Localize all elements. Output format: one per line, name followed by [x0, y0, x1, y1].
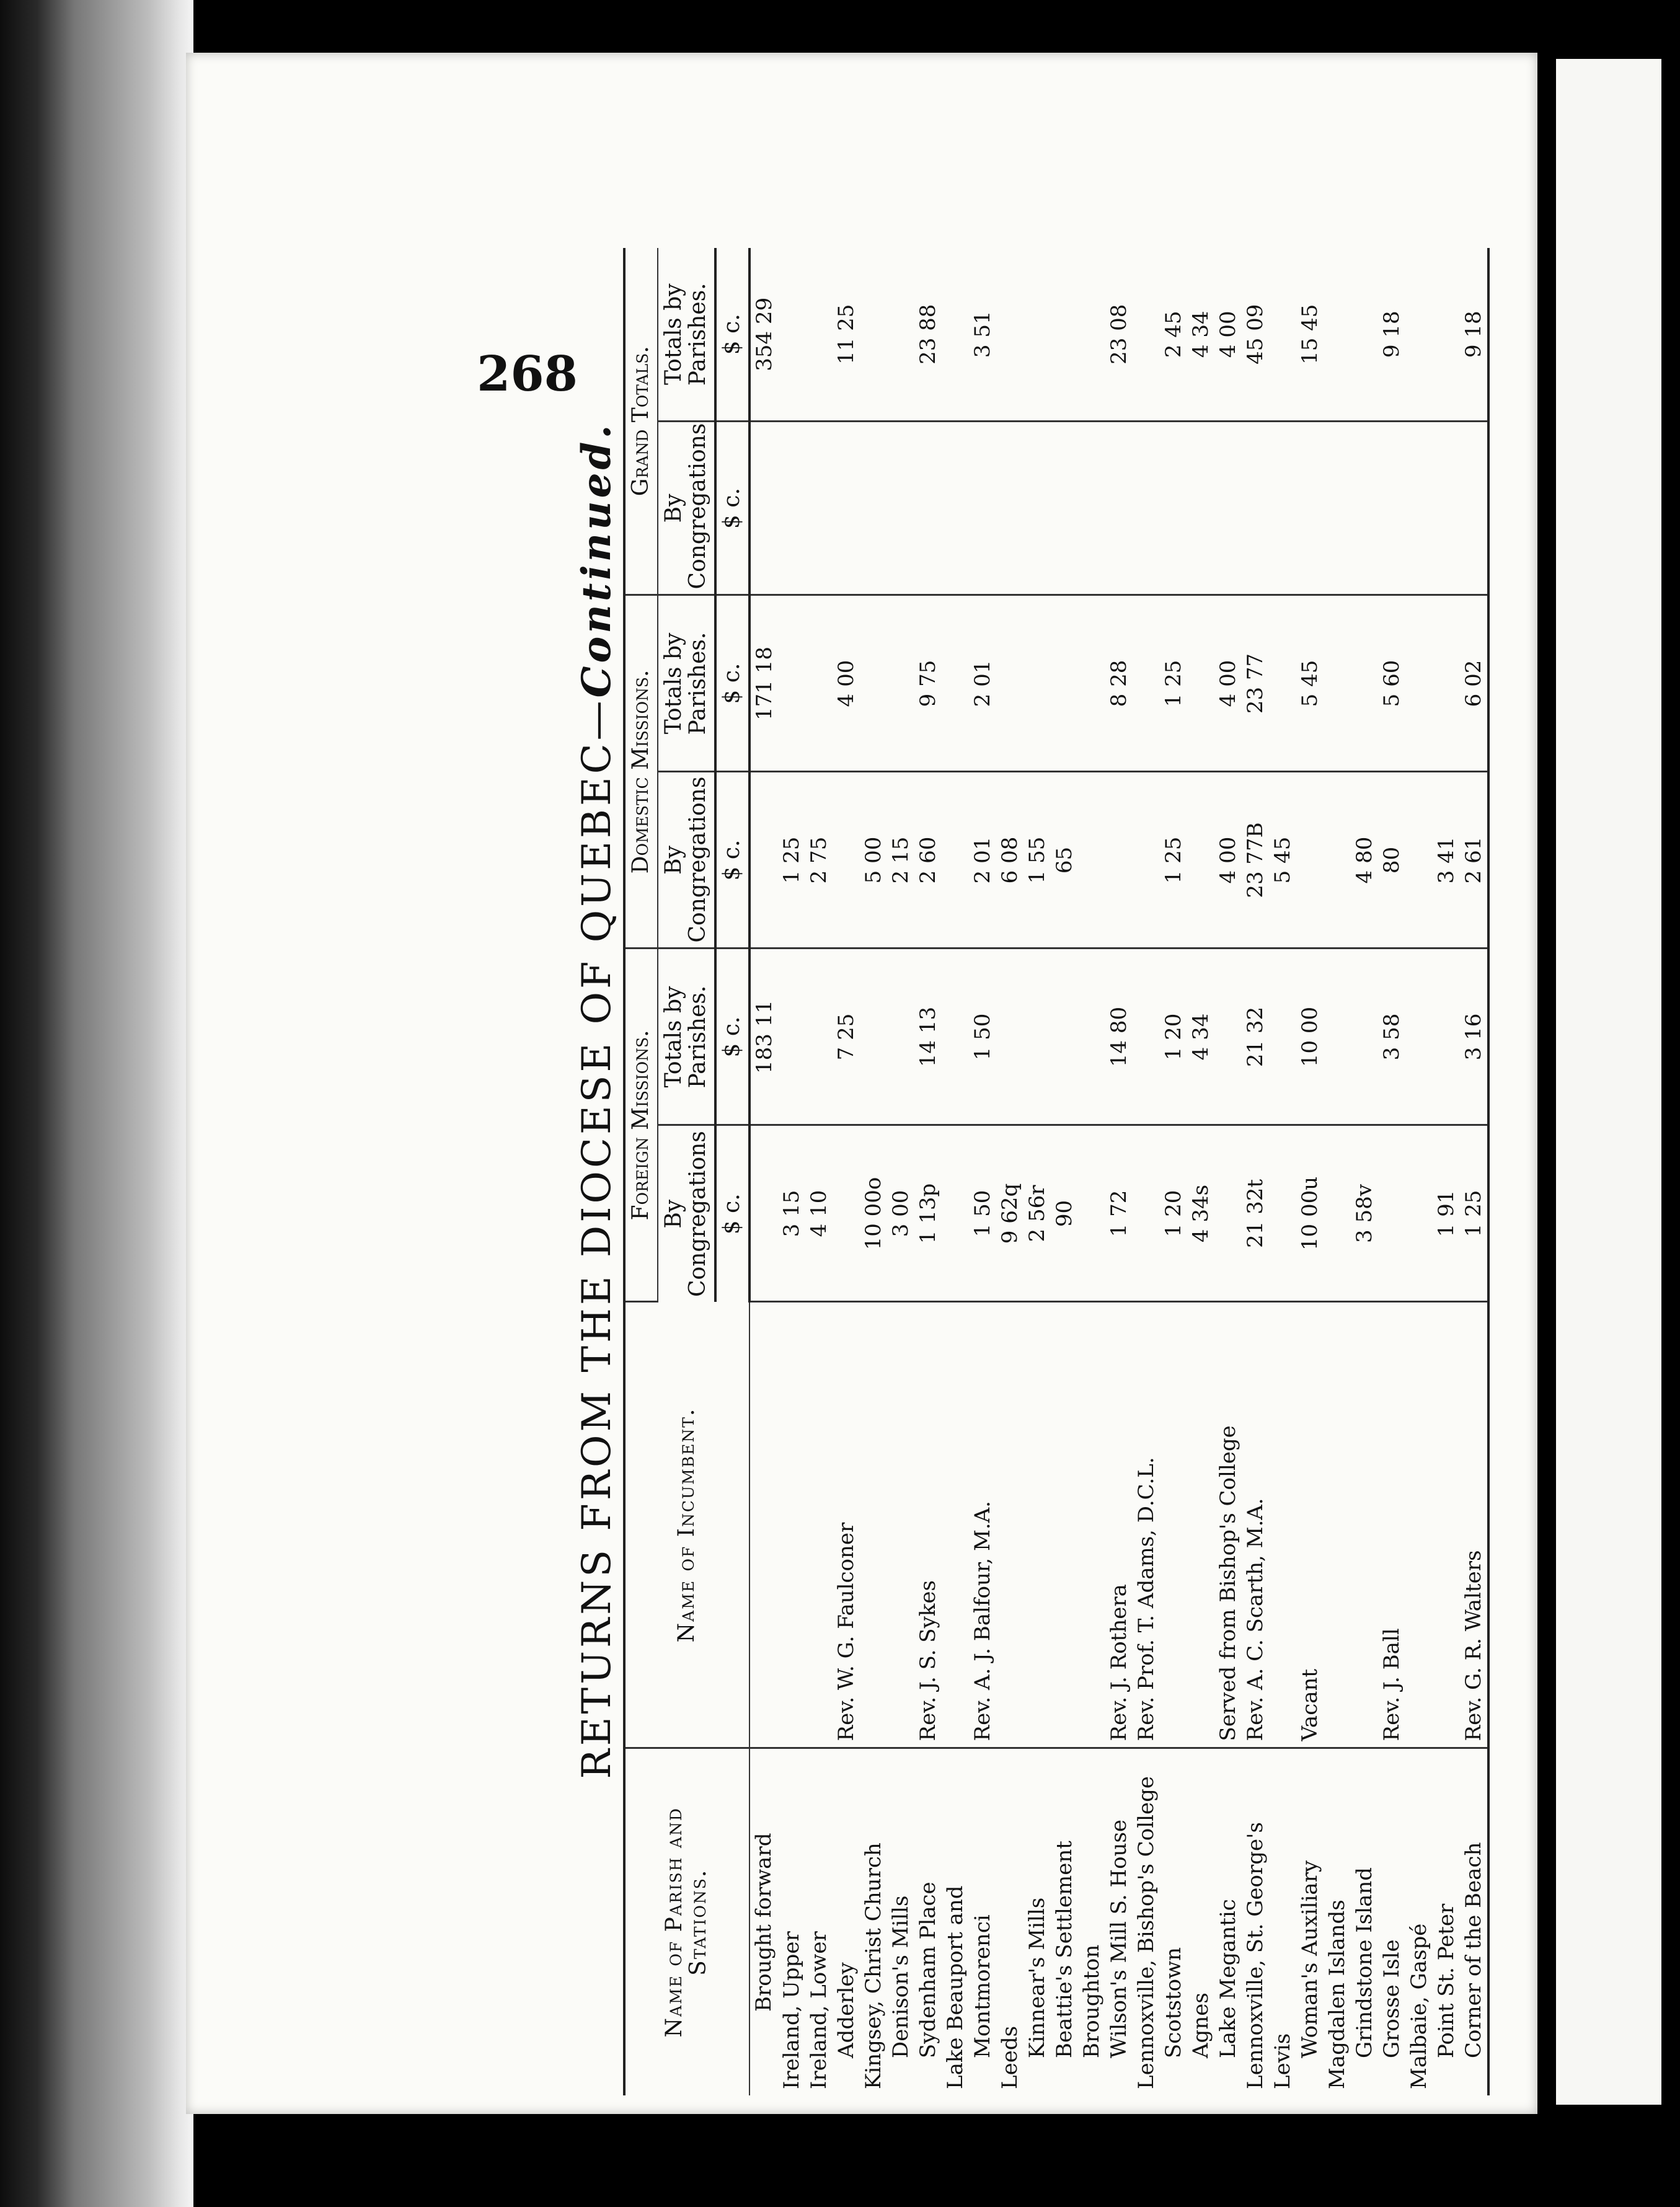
grand-by-cong-header: By Congregations [658, 422, 715, 595]
foreign-by-cong-cell: 10 00u [1296, 1125, 1324, 1302]
grand-by-cong-cell [942, 422, 969, 595]
parish-cell: Lennoxville, St. George's [1242, 1822, 1268, 2089]
incumbent-cell [1269, 1302, 1296, 1748]
foreign-by-cong-cell: 3 15 [778, 1125, 805, 1302]
domestic-by-cong-header: By Congregations [658, 772, 715, 949]
grand-by-parish-cell [1433, 248, 1460, 422]
scanned-page [186, 53, 1537, 2114]
incumbent-cell: Rev. Prof. T. Adams, D.C.L. [1133, 1302, 1160, 1748]
col-parish-header: Name of Parish and Stations. [624, 1748, 749, 2095]
table-row [1296, 248, 1324, 2095]
foreign-by-cong-cell: 1 50 [969, 1125, 996, 1302]
unit-cell: $ c. [715, 772, 749, 949]
grand-by-parish-cell [860, 248, 887, 422]
grand-by-parish-cell: 11 25 [833, 248, 860, 422]
grand-by-parish-header: Totals by Parishes. [658, 248, 715, 422]
domestic-by-cong-cell: 2 61 [1460, 772, 1488, 949]
grand-by-parish-cell: 3 51 [969, 248, 996, 422]
foreign-by-cong-cell: 2 56r [1023, 1125, 1051, 1302]
foreign-by-cong-cell [1378, 1125, 1405, 1302]
grand-by-parish-cell: 23 88 [914, 248, 942, 422]
grand-by-parish-cell [996, 248, 1023, 422]
table-row [1078, 248, 1105, 2095]
foreign-by-cong-cell [942, 1125, 969, 1302]
parish-cell: Sydenham Place [915, 1882, 940, 2058]
table-row [1023, 248, 1051, 2095]
foreign-by-cong-cell: 21 32t [1242, 1125, 1269, 1302]
incumbent-cell [778, 1302, 805, 1748]
domestic-by-cong-cell: 1 25 [778, 772, 805, 949]
domestic-by-parish-cell [996, 595, 1023, 772]
grand-by-cong-cell [1133, 422, 1160, 595]
table-row [969, 248, 996, 2095]
domestic-by-parish-cell: 171 18 [749, 595, 778, 772]
table-row [1324, 248, 1351, 2095]
grand-by-cong-cell [1023, 422, 1051, 595]
grand-by-cong-cell [1160, 422, 1187, 595]
foreign-by-parish-cell [996, 949, 1023, 1125]
incumbent-cell [1324, 1302, 1351, 1748]
domestic-by-parish-cell [1405, 595, 1433, 772]
grand-by-cong-cell [1078, 422, 1105, 595]
domestic-by-cong-cell [1187, 772, 1214, 949]
foreign-by-parish-cell [1324, 949, 1351, 1125]
table-row [778, 248, 805, 2095]
grand-by-cong-cell [1460, 422, 1488, 595]
domestic-by-parish-cell [1187, 595, 1214, 772]
foreign-by-cong-cell: 3 00 [887, 1125, 914, 1302]
foreign-by-parish-cell: 4 34 [1187, 949, 1214, 1125]
parish-cell: Lake Megantic [1215, 1899, 1240, 2058]
domestic-by-cong-cell [1078, 772, 1105, 949]
incumbent-cell [942, 1302, 969, 1748]
grand-by-cong-cell [914, 422, 942, 595]
grand-by-cong-cell [1242, 422, 1269, 595]
rotated-page-content [201, 226, 1486, 2111]
domestic-by-parish-header: Totals by Parishes. [658, 595, 715, 772]
parish-cell: Corner of the Beach [1460, 1748, 1488, 2095]
grand-by-cong-cell [1105, 422, 1133, 595]
domestic-by-parish-cell [1133, 595, 1160, 772]
foreign-by-parish-cell [1351, 949, 1378, 1125]
domestic-by-cong-cell [942, 772, 969, 949]
grand-by-cong-cell [860, 422, 887, 595]
incumbent-cell [1187, 1302, 1214, 1748]
grand-by-parish-cell [778, 248, 805, 422]
grand-by-parish-cell [805, 248, 833, 422]
grand-by-parish-cell: 9 18 [1460, 248, 1488, 422]
foreign-by-parish-cell [860, 949, 887, 1125]
parish-cell: Adderley [833, 1962, 859, 2058]
grand-by-cong-cell [805, 422, 833, 595]
parish-cell: Magdalen Islands [1324, 1900, 1350, 2089]
col-grand-header: Grand Totals. [624, 248, 658, 595]
table-row [1351, 248, 1378, 2095]
foreign-by-cong-cell [1269, 1125, 1296, 1302]
foreign-by-parish-cell [805, 949, 833, 1125]
domestic-by-cong-cell: 4 00 [1214, 772, 1242, 949]
table-body [749, 248, 1488, 2095]
grand-by-parish-cell [1023, 248, 1051, 422]
domestic-by-parish-cell: 5 60 [1378, 595, 1405, 772]
domestic-by-cong-cell: 2 01 [969, 772, 996, 949]
table-row [860, 248, 887, 2095]
parish-cell: Wilson's Mill S. House [1106, 1819, 1131, 2058]
col-domestic-header: Domestic Missions. [624, 595, 658, 949]
title-main: RETURNS FROM THE DIOCESE OF QUEBEC— [574, 697, 620, 1779]
foreign-by-parish-cell [1433, 949, 1460, 1125]
grand-by-cong-cell [1187, 422, 1214, 595]
table-row [1214, 248, 1242, 2095]
foreign-by-cong-cell: 3 58v [1351, 1125, 1378, 1302]
table-row [805, 248, 833, 2095]
grand-by-parish-cell [1324, 248, 1351, 422]
table-row [1051, 248, 1078, 2095]
adjacent-page-edge [1556, 59, 1661, 2105]
unit-cell: $ c. [715, 248, 749, 422]
domestic-by-parish-cell [1023, 595, 1051, 772]
incumbent-cell: Vacant [1296, 1302, 1324, 1748]
domestic-by-cong-cell: 2 60 [914, 772, 942, 949]
domestic-by-cong-cell: 23 77B [1242, 772, 1269, 949]
incumbent-cell: Rev. J. Ball [1378, 1302, 1405, 1748]
domestic-by-parish-cell [805, 595, 833, 772]
parish-cell: Broughton [1079, 1944, 1104, 2058]
foreign-by-parish-cell: 14 80 [1105, 949, 1133, 1125]
table-row [1133, 248, 1160, 2095]
grand-by-parish-cell [942, 248, 969, 422]
incumbent-cell: Rev. W. G. Faulconer [833, 1302, 860, 1748]
domestic-by-parish-cell: 4 00 [1214, 595, 1242, 772]
parish-cell: Kinnear's Mills [1024, 1897, 1050, 2058]
parish-cell: Woman's Auxiliary [1297, 1860, 1322, 2058]
foreign-by-cong-cell [1133, 1125, 1160, 1302]
foreign-by-parish-cell [1133, 949, 1160, 1125]
foreign-by-cong-cell: 10 00o [860, 1125, 887, 1302]
grand-by-cong-cell [833, 422, 860, 595]
foreign-by-cong-cell: 4 10 [805, 1125, 833, 1302]
domestic-by-cong-cell: 6 08 [996, 772, 1023, 949]
foreign-by-cong-cell: 1 25 [1460, 1125, 1488, 1302]
unit-cell: $ c. [715, 422, 749, 595]
domestic-by-cong-cell: 2 75 [805, 772, 833, 949]
domestic-by-cong-cell: 1 25 [1160, 772, 1187, 949]
table-row [1433, 248, 1460, 2095]
grand-by-parish-cell [887, 248, 914, 422]
domestic-by-cong-cell [1324, 772, 1351, 949]
domestic-by-parish-cell: 5 45 [1296, 595, 1324, 772]
domestic-by-cong-cell [749, 772, 778, 949]
foreign-by-cong-cell: 1 91 [1433, 1125, 1460, 1302]
parish-cell: Ireland, Lower [806, 1931, 831, 2089]
incumbent-cell [749, 1302, 778, 1748]
domestic-by-cong-cell [833, 772, 860, 949]
incumbent-cell: Rev. A. C. Scarth, M.A. [1242, 1302, 1269, 1748]
incumbent-cell [1405, 1302, 1433, 1748]
domestic-by-parish-cell: 8 28 [1105, 595, 1133, 772]
grand-by-parish-cell [1051, 248, 1078, 422]
grand-by-cong-cell [1378, 422, 1405, 595]
incumbent-cell [805, 1302, 833, 1748]
book-binding-edge [0, 0, 193, 2207]
foreign-by-parish-cell [778, 949, 805, 1125]
grand-by-cong-cell [887, 422, 914, 595]
foreign-by-parish-header: Totals by Parishes. [658, 949, 715, 1125]
grand-by-parish-cell: 45 09 [1242, 248, 1269, 422]
grand-by-cong-cell [1351, 422, 1378, 595]
domestic-by-cong-cell: 5 45 [1269, 772, 1296, 949]
incumbent-cell [1051, 1302, 1078, 1748]
incumbent-cell: Rev. J. S. Sykes [914, 1302, 942, 1748]
table-row [749, 248, 778, 2095]
page-number: 268 [477, 346, 578, 403]
foreign-by-parish-cell [1405, 949, 1433, 1125]
title-continued: Continued. [573, 422, 620, 698]
incumbent-cell [887, 1302, 914, 1748]
incumbent-cell [1433, 1302, 1460, 1748]
incumbent-cell: Rev. A. J. Balfour, M.A. [969, 1302, 996, 1748]
domestic-by-cong-cell: 80 [1378, 772, 1405, 949]
domestic-by-cong-cell: 4 80 [1351, 772, 1378, 949]
domestic-by-cong-cell: 2 15 [887, 772, 914, 949]
foreign-by-parish-cell: 3 16 [1460, 949, 1488, 1125]
domestic-by-parish-cell [1351, 595, 1378, 772]
grand-by-cong-cell [1433, 422, 1460, 595]
table-row [1160, 248, 1187, 2095]
grand-by-parish-cell: 23 08 [1105, 248, 1133, 422]
domestic-by-parish-cell: 1 25 [1160, 595, 1187, 772]
domestic-by-parish-cell [860, 595, 887, 772]
grand-by-parish-cell [1133, 248, 1160, 422]
grand-by-cong-cell [996, 422, 1023, 595]
foreign-by-cong-cell: 1 72 [1105, 1125, 1133, 1302]
grand-by-cong-cell [749, 422, 778, 595]
grand-by-parish-cell [1269, 248, 1296, 422]
parish-cell: Grindstone Island [1351, 1867, 1377, 2058]
domestic-by-parish-cell [778, 595, 805, 772]
page-title [573, 251, 620, 1950]
grand-by-cong-cell [969, 422, 996, 595]
returns-table [623, 248, 1490, 2095]
table-row [1405, 248, 1433, 2095]
grand-by-cong-cell [1324, 422, 1351, 595]
table-row [1378, 248, 1405, 2095]
grand-by-parish-cell: 15 45 [1296, 248, 1324, 422]
foreign-by-parish-cell: 7 25 [833, 949, 860, 1125]
domestic-by-parish-cell [1433, 595, 1460, 772]
foreign-by-cong-cell: 9 62q [996, 1125, 1023, 1302]
grand-by-cong-cell [1269, 422, 1296, 595]
domestic-by-parish-cell [942, 595, 969, 772]
grand-by-parish-cell [1405, 248, 1433, 422]
domestic-by-parish-cell [887, 595, 914, 772]
table-row [1460, 248, 1488, 2095]
foreign-by-cong-cell [749, 1125, 778, 1302]
incumbent-cell [1023, 1302, 1051, 1748]
domestic-by-cong-cell [1405, 772, 1433, 949]
foreign-by-parish-cell [1214, 949, 1242, 1125]
foreign-by-cong-header: By Congregations [658, 1125, 715, 1302]
col-foreign-header: Foreign Missions. [624, 949, 658, 1302]
foreign-by-parish-cell: 21 32 [1242, 949, 1269, 1125]
parish-cell: Agnes [1188, 1992, 1213, 2058]
parish-cell: Scotstown [1161, 1947, 1186, 2058]
parish-cell: Brought forward [751, 1833, 776, 2012]
foreign-by-parish-cell: 183 11 [749, 949, 778, 1125]
domestic-by-cong-cell [1133, 772, 1160, 949]
table-row [887, 248, 914, 2095]
parish-cell: Point St. Peter [1433, 1903, 1459, 2058]
unit-cell: $ c. [715, 1125, 749, 1302]
foreign-by-parish-cell [1023, 949, 1051, 1125]
foreign-by-parish-cell: 3 58 [1378, 949, 1405, 1125]
foreign-by-parish-cell [1051, 949, 1078, 1125]
grand-by-cong-cell [1214, 422, 1242, 595]
table-row [833, 248, 860, 2095]
table-row [1242, 248, 1269, 2095]
domestic-by-parish-cell [1051, 595, 1078, 772]
incumbent-cell [860, 1302, 887, 1748]
foreign-by-cong-cell [1405, 1125, 1433, 1302]
parish-cell: Beattie's Settlement [1051, 1841, 1077, 2058]
domestic-by-cong-cell: 1 55 [1023, 772, 1051, 949]
table-row [1269, 248, 1296, 2095]
incumbent-cell [1078, 1302, 1105, 1748]
table-row [1187, 248, 1214, 2095]
foreign-by-parish-cell: 14 13 [914, 949, 942, 1125]
domestic-by-parish-cell [1269, 595, 1296, 772]
grand-by-parish-cell: 9 18 [1378, 248, 1405, 422]
parish-cell: Kingsey, Christ Church [860, 1842, 886, 2089]
domestic-by-parish-cell [1078, 595, 1105, 772]
grand-by-parish-cell: 4 00 [1214, 248, 1242, 422]
domestic-by-parish-cell: 23 77 [1242, 595, 1269, 772]
foreign-by-cong-cell: 4 34s [1187, 1125, 1214, 1302]
foreign-by-parish-cell: 10 00 [1296, 949, 1324, 1125]
grand-by-parish-cell [1078, 248, 1105, 422]
domestic-by-parish-cell: 9 75 [914, 595, 942, 772]
foreign-by-parish-cell: 1 20 [1160, 949, 1187, 1125]
foreign-by-parish-cell [887, 949, 914, 1125]
foreign-by-cong-cell [833, 1125, 860, 1302]
incumbent-cell [1351, 1302, 1378, 1748]
unit-cell: $ c. [715, 595, 749, 772]
foreign-by-cong-cell: 1 20 [1160, 1125, 1187, 1302]
incumbent-cell [996, 1302, 1023, 1748]
domestic-by-parish-cell: 2 01 [969, 595, 996, 772]
foreign-by-cong-cell [1324, 1125, 1351, 1302]
domestic-by-parish-cell: 6 02 [1460, 595, 1488, 772]
grand-by-parish-cell: 354 29 [749, 248, 778, 422]
parish-cell: Malbaie, Gaspé [1406, 1923, 1431, 2089]
incumbent-cell: Served from Bishop's College [1214, 1302, 1242, 1748]
parish-cell: Denison's Mills [888, 1895, 913, 2058]
grand-by-parish-cell [1351, 248, 1378, 422]
domestic-by-cong-cell: 5 00 [860, 772, 887, 949]
domestic-by-parish-cell [1324, 595, 1351, 772]
parish-cell: Grosse Isle [1379, 1939, 1404, 2058]
foreign-by-cong-cell: 90 [1051, 1125, 1078, 1302]
domestic-by-cong-cell [1296, 772, 1324, 949]
col-incumbent-header: Name of Incumbent. [624, 1302, 749, 1748]
table-row [996, 248, 1023, 2095]
grand-by-cong-cell [778, 422, 805, 595]
grand-by-cong-cell [1405, 422, 1433, 595]
grand-by-cong-cell [1051, 422, 1078, 595]
grand-by-parish-cell: 4 34 [1187, 248, 1214, 422]
domestic-by-cong-cell [1105, 772, 1133, 949]
table-row [914, 248, 942, 2095]
foreign-by-parish-cell: 1 50 [969, 949, 996, 1125]
foreign-by-parish-cell [1078, 949, 1105, 1125]
domestic-by-cong-cell: 65 [1051, 772, 1078, 949]
parish-cell: Montmorenci [970, 1914, 995, 2058]
parish-cell: Lake Beauport and [942, 1885, 968, 2089]
foreign-by-cong-cell [1078, 1125, 1105, 1302]
incumbent-cell: Rev. J. Rothera [1105, 1302, 1133, 1748]
parish-cell: Levis [1270, 2033, 1295, 2089]
foreign-by-parish-cell [942, 949, 969, 1125]
parish-cell: Lennoxville, Bishop's College [1133, 1776, 1159, 2089]
incumbent-cell [1160, 1302, 1187, 1748]
foreign-by-parish-cell [1269, 949, 1296, 1125]
foreign-by-cong-cell: 1 13p [914, 1125, 942, 1302]
domestic-by-parish-cell: 4 00 [833, 595, 860, 772]
table-row [1105, 248, 1133, 2095]
foreign-by-cong-cell [1214, 1125, 1242, 1302]
incumbent-cell: Rev. G. R. Walters [1460, 1302, 1488, 1748]
domestic-by-cong-cell: 3 41 [1433, 772, 1460, 949]
unit-cell: $ c. [715, 949, 749, 1125]
parish-cell: Ireland, Upper [779, 1931, 804, 2089]
grand-by-parish-cell: 2 45 [1160, 248, 1187, 422]
parish-cell: Leeds [997, 2025, 1022, 2089]
table-row [942, 248, 969, 2095]
grand-by-cong-cell [1296, 422, 1324, 595]
